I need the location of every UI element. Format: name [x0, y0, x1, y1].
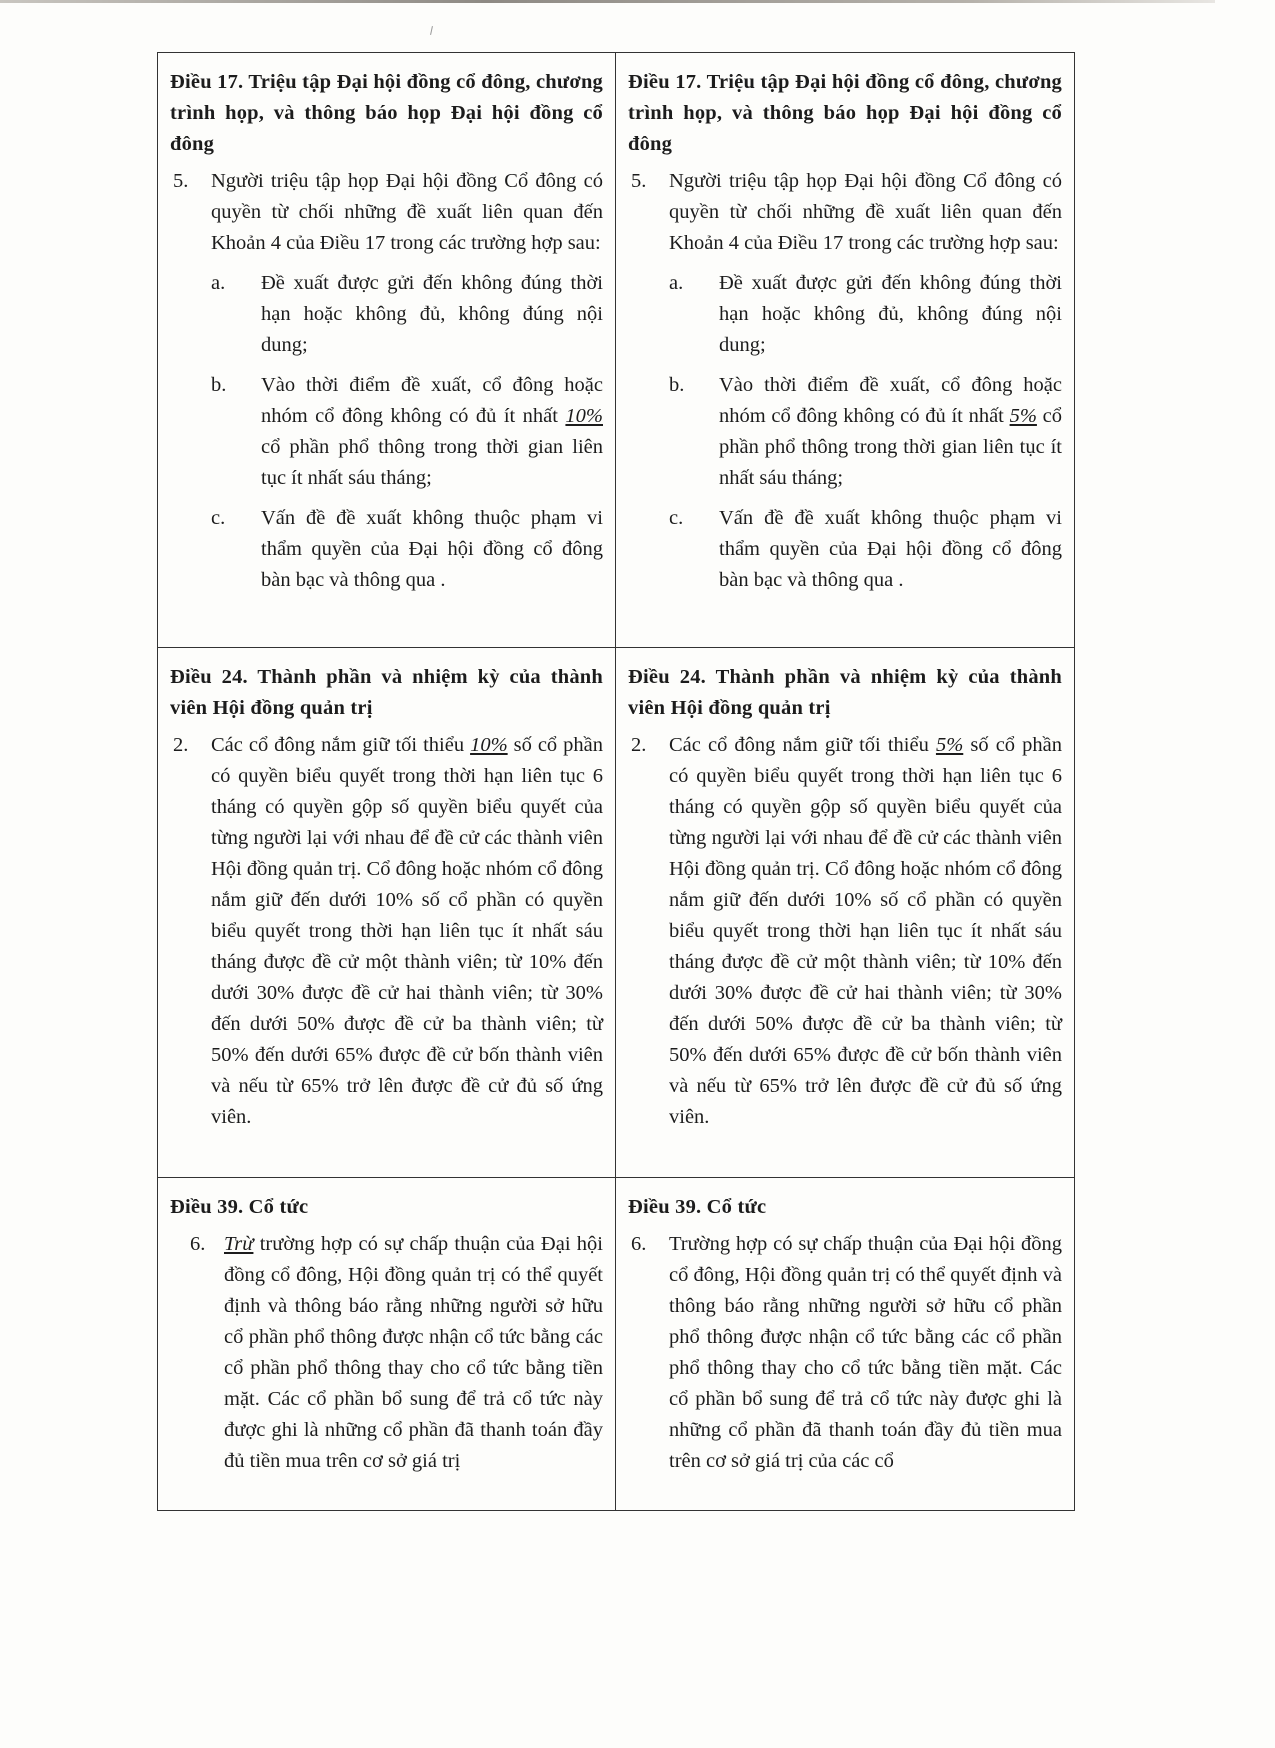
- table-row-article-39: [158, 1177, 1074, 1510]
- article-heading: Điều 39. Cổ tức: [628, 1196, 767, 1218]
- changed-word-highlight: Trừ: [224, 1233, 254, 1255]
- changed-value-highlight: 5%: [935, 734, 964, 756]
- clause-text: Người triệu tập họp Đại hội đồng Cổ đông có quyền từ chối những đề xuất liên quan đến Khoản 4 của Điều 17 trong các trường hợp sau:: [669, 170, 1062, 254]
- sub-item-text: [719, 370, 1062, 494]
- clause: [170, 166, 603, 259]
- clause-text: [224, 1229, 603, 1477]
- text-segment: trường hợp có sự chấp thuận của Đại hội đồng cổ đông, Hội đồng quản trị có thể quyết định và thông báo rằng những người sở hữu cổ phần phổ thông được nhận cổ tức bằng các cổ phần phổ thông thay cho cổ tức bằng tiền mặt. Các cổ phần bổ sung để trả cổ tức này được ghi là những cổ phần đã thanh toán đầy đủ tiền mua trên cơ sở giá trị: [224, 1233, 603, 1472]
- article-heading: Điều 24. Thành phần và nhiệm kỳ của thành viên Hội đồng quản trị: [170, 666, 603, 719]
- clause-number: 5.: [173, 170, 189, 192]
- cell-original-article-24: [158, 648, 616, 1177]
- clause: [628, 166, 1062, 259]
- sub-item-label: a.: [669, 272, 684, 294]
- text-segment: cổ phần phổ thông trong thời gian liên tục ít nhất sáu tháng;: [261, 436, 603, 489]
- sub-item-text: Đề xuất được gửi đến không đúng thời hạn hoặc không đủ, không đúng nội dung;: [719, 272, 1062, 356]
- comparison-table: [157, 52, 1075, 1511]
- cell-original-article-39: [158, 1178, 616, 1510]
- clause-number: 2.: [631, 734, 647, 756]
- sub-item-b: [208, 370, 603, 494]
- clause: [170, 1229, 603, 1477]
- article-heading: Điều 39. Cổ tức: [170, 1196, 309, 1218]
- sub-item-b: [666, 370, 1062, 494]
- scan-edge-shadow: [0, 0, 1215, 3]
- text-segment: cổ phần phổ thông trong thời gian liên tục ít nhất sáu tháng;: [719, 405, 1062, 489]
- clause: [628, 730, 1062, 1133]
- clause-number: 6.: [631, 1233, 647, 1255]
- sub-item-text: Vấn đề đề xuất không thuộc phạm vi thẩm quyền của Đại hội đồng cổ đông bàn bạc và thông qua .: [261, 507, 603, 591]
- cell-amended-article-24: [616, 648, 1074, 1177]
- clause-text: Người triệu tập họp Đại hội đồng Cổ đông có quyền từ chối những đề xuất liên quan đến Khoản 4 của Điều 17 trong các trường hợp sau:: [211, 170, 603, 254]
- cell-amended-article-17: [616, 53, 1074, 647]
- text-segment: số cổ phần có quyền biểu quyết trong thời hạn liên tục 6 tháng có quyền gộp số quyền biểu quyết của từng người lại với nhau để đề cử các thành viên Hội đồng quản trị. Cổ đông hoặc nhóm cổ đông nắm giữ đến dưới 10% số cổ phần có quyền biểu quyết trong thời hạn liên tục ít nhất sáu tháng được đề cử một thành viên; từ 10% đến dưới 30% được đề cử hai thành viên; từ 30% đến dưới 50% được đề cử ba thành viên; từ 50% đến dưới 65% được đề cử bốn thành viên và nếu từ 65% trở lên được đề cử đủ số ứng viên.: [669, 734, 1063, 1128]
- sub-item-label: a.: [211, 272, 226, 294]
- changed-value-highlight: 5%: [1009, 405, 1037, 427]
- table-row-article-24: [158, 647, 1074, 1177]
- sub-item-a: [208, 268, 603, 361]
- scan-speck: [430, 26, 433, 35]
- clause: [170, 730, 603, 1133]
- sub-item-label: b.: [669, 374, 685, 396]
- sub-item-text: Đề xuất được gửi đến không đúng thời hạn hoặc không đủ, không đúng nội dung;: [261, 272, 603, 356]
- sub-item-label: c.: [669, 507, 684, 529]
- sub-item-label: b.: [211, 374, 227, 396]
- clause-text: [669, 730, 1062, 1133]
- cell-original-article-17: [158, 53, 616, 647]
- sub-item-text: Vấn đề đề xuất không thuộc phạm vi thẩm quyền của Đại hội đồng cổ đông bàn bạc và thông qua .: [719, 507, 1062, 591]
- clause: [628, 1229, 1062, 1477]
- clause-text: [211, 730, 603, 1133]
- text-segment: Vào thời điểm đề xuất, cổ đông hoặc nhóm cổ đông không có đủ ít nhất: [261, 374, 603, 427]
- sub-item-c: [208, 503, 603, 596]
- sub-item-text: [261, 370, 603, 494]
- sub-item-c: [666, 503, 1062, 596]
- changed-value-highlight: 10%: [565, 405, 603, 427]
- clause-number: 2.: [173, 734, 189, 756]
- clause-number: 6.: [190, 1233, 206, 1255]
- text-segment: số cổ phần có quyền biểu quyết trong thời hạn liên tục 6 tháng có quyền gộp số quyền biểu quyết của từng người lại với nhau để đề cử các thành viên Hội đồng quản trị. Cổ đông hoặc nhóm cổ đông nắm giữ đến dưới 10% số cổ phần có quyền biểu quyết trong thời hạn liên tục ít nhất sáu tháng được đề cử một thành viên; từ 10% đến dưới 30% được đề cử hai thành viên; từ 30% đến dưới 50% được đề cử ba thành viên; từ 50% đến dưới 65% được đề cử bốn thành viên và nếu từ 65% trở lên được đề cử đủ số ứng viên.: [211, 734, 604, 1128]
- text-segment: Các cổ đông nắm giữ tối thiểu: [669, 734, 936, 756]
- text-segment: Vào thời điểm đề xuất, cổ đông hoặc nhóm cổ đông không có đủ ít nhất: [719, 374, 1062, 427]
- clause-number: 5.: [631, 170, 647, 192]
- changed-value-highlight: 10%: [470, 734, 508, 756]
- text-segment: Các cổ đông nắm giữ tối thiểu: [211, 734, 471, 756]
- sub-item-label: c.: [211, 507, 226, 529]
- article-heading: Điều 17. Triệu tập Đại hội đồng cổ đông, chương trình họp, và thông báo họp Đại hội đồng cổ đông: [170, 71, 603, 155]
- cell-amended-article-39: [616, 1178, 1074, 1510]
- article-heading: Điều 17. Triệu tập Đại hội đồng cổ đông, chương trình họp, và thông báo họp Đại hội đồng cổ đông: [628, 71, 1062, 155]
- sub-item-a: [666, 268, 1062, 361]
- article-heading: Điều 24. Thành phần và nhiệm kỳ của thành viên Hội đồng quản trị: [628, 666, 1062, 719]
- table-row-article-17: [158, 53, 1074, 647]
- clause-text: Trường hợp có sự chấp thuận của Đại hội đồng cổ đông, Hội đồng quản trị có thể quyết định và thông báo rằng những người sở hữu cổ phần phổ thông được nhận cổ tức bằng các cổ phần phổ thông thay cho cổ tức bằng tiền mặt. Các cổ phần bổ sung để trả cổ tức này được ghi là những cổ phần đã thanh toán đầy đủ tiền mua trên cơ sở giá trị của các cổ: [669, 1233, 1062, 1472]
